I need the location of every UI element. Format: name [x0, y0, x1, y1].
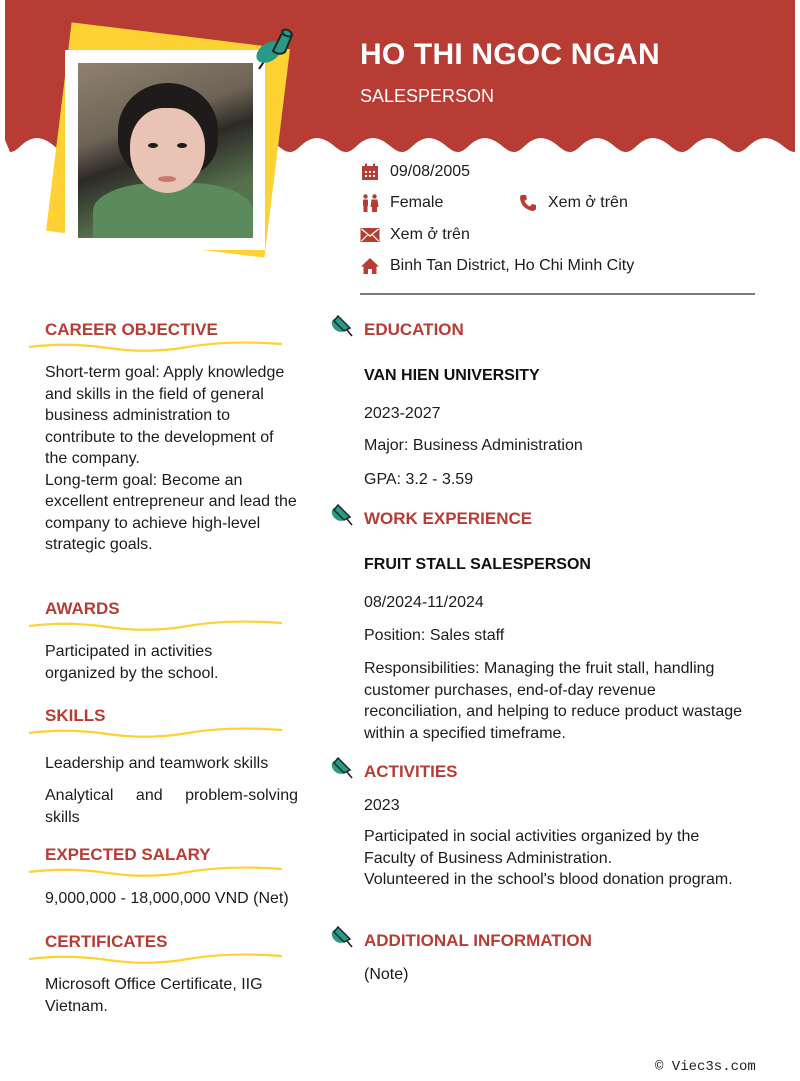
- candidate-title: SALESPERSON: [360, 86, 495, 106]
- activities-heading: ACTIVITIES: [364, 762, 458, 781]
- education-gpa: GPA: 3.2 - 3.59: [364, 471, 474, 488]
- squiggle-underline: [28, 727, 283, 739]
- squiggle-underline: [28, 866, 283, 878]
- certificates-text: Microsoft Office Certificate, IIG Vietnam.: [45, 976, 263, 1015]
- candidate-name: HO THI NGOC NGAN: [360, 38, 660, 71]
- awards-heading: AWARDS: [45, 599, 120, 618]
- pushpin-icon: [330, 754, 356, 780]
- calendar-icon: [360, 162, 380, 182]
- contact-divider: [360, 293, 755, 295]
- contact-gender: Female: [360, 193, 443, 213]
- pushpin-icon: [247, 25, 297, 75]
- people-icon: [360, 193, 380, 213]
- job-period: 08/2024-11/2024: [364, 594, 484, 611]
- awards-text: Participated in activities organized by the school.: [45, 643, 219, 682]
- work-experience-heading: WORK EXPERIENCE: [364, 509, 533, 528]
- contact-birthday: 09/08/2005: [360, 162, 470, 182]
- expected-salary-heading: EXPECTED SALARY: [45, 845, 211, 864]
- envelope-icon: [360, 225, 380, 245]
- job-responsibilities: Responsibilities: Managing the fruit stall, handling customer purchases, end-of-day revenue reconciliation, and helping to reduce product wastage within a specified timeframe.: [364, 660, 743, 742]
- pushpin-icon: [330, 923, 356, 949]
- squiggle-underline: [28, 341, 283, 353]
- skill-item: Analytical and problem-solving skills: [45, 787, 298, 826]
- copyright-footer: © Viec3s.com: [655, 1059, 756, 1075]
- career-objective-heading: CAREER OBJECTIVE: [45, 320, 218, 339]
- squiggle-underline: [28, 953, 283, 965]
- profile-photo[interactable]: [78, 63, 253, 238]
- contact-address: Binh Tan District, Ho Chi Minh City: [360, 256, 634, 276]
- job-position: Position: Sales staff: [364, 627, 505, 644]
- contact-email: Xem ở trên: [360, 225, 470, 245]
- contact-phone: Xem ở trên: [518, 193, 628, 213]
- phone-icon: [518, 193, 538, 213]
- job-title: FRUIT STALL SALESPERSON: [364, 556, 591, 573]
- activities-year: 2023: [364, 797, 400, 814]
- home-icon: [360, 256, 380, 276]
- additional-information-text: (Note): [364, 966, 409, 983]
- additional-information-heading: ADDITIONAL INFORMATION: [364, 931, 592, 950]
- pushpin-icon: [330, 501, 356, 527]
- certificates-heading: CERTIFICATES: [45, 932, 168, 951]
- skills-heading: SKILLS: [45, 706, 106, 725]
- photo-frame: [65, 50, 265, 250]
- education-period: 2023-2027: [364, 405, 441, 422]
- education-heading: EDUCATION: [364, 320, 464, 339]
- education-school: VAN HIEN UNIVERSITY: [364, 367, 540, 384]
- squiggle-underline: [28, 620, 283, 632]
- activities-text: Participated in social activities organized by the Faculty of Business Administration. Volunteered in the school's blood donation program.: [364, 828, 733, 888]
- expected-salary-text: 9,000,000 - 18,000,000 VND (Net): [45, 890, 289, 907]
- pushpin-icon: [330, 312, 356, 338]
- skill-item: Leadership and teamwork skills: [45, 755, 269, 772]
- profile-photo-block: [40, 25, 300, 275]
- career-objective-text: Short-term goal: Apply knowledge and skills in the field of general business administration to contribute to the development of the company. Long-term goal: Become an excellent entrepreneur and lead the company to achieve high-level strategic goals.: [45, 364, 297, 553]
- education-major: Major: Business Administration: [364, 437, 583, 454]
